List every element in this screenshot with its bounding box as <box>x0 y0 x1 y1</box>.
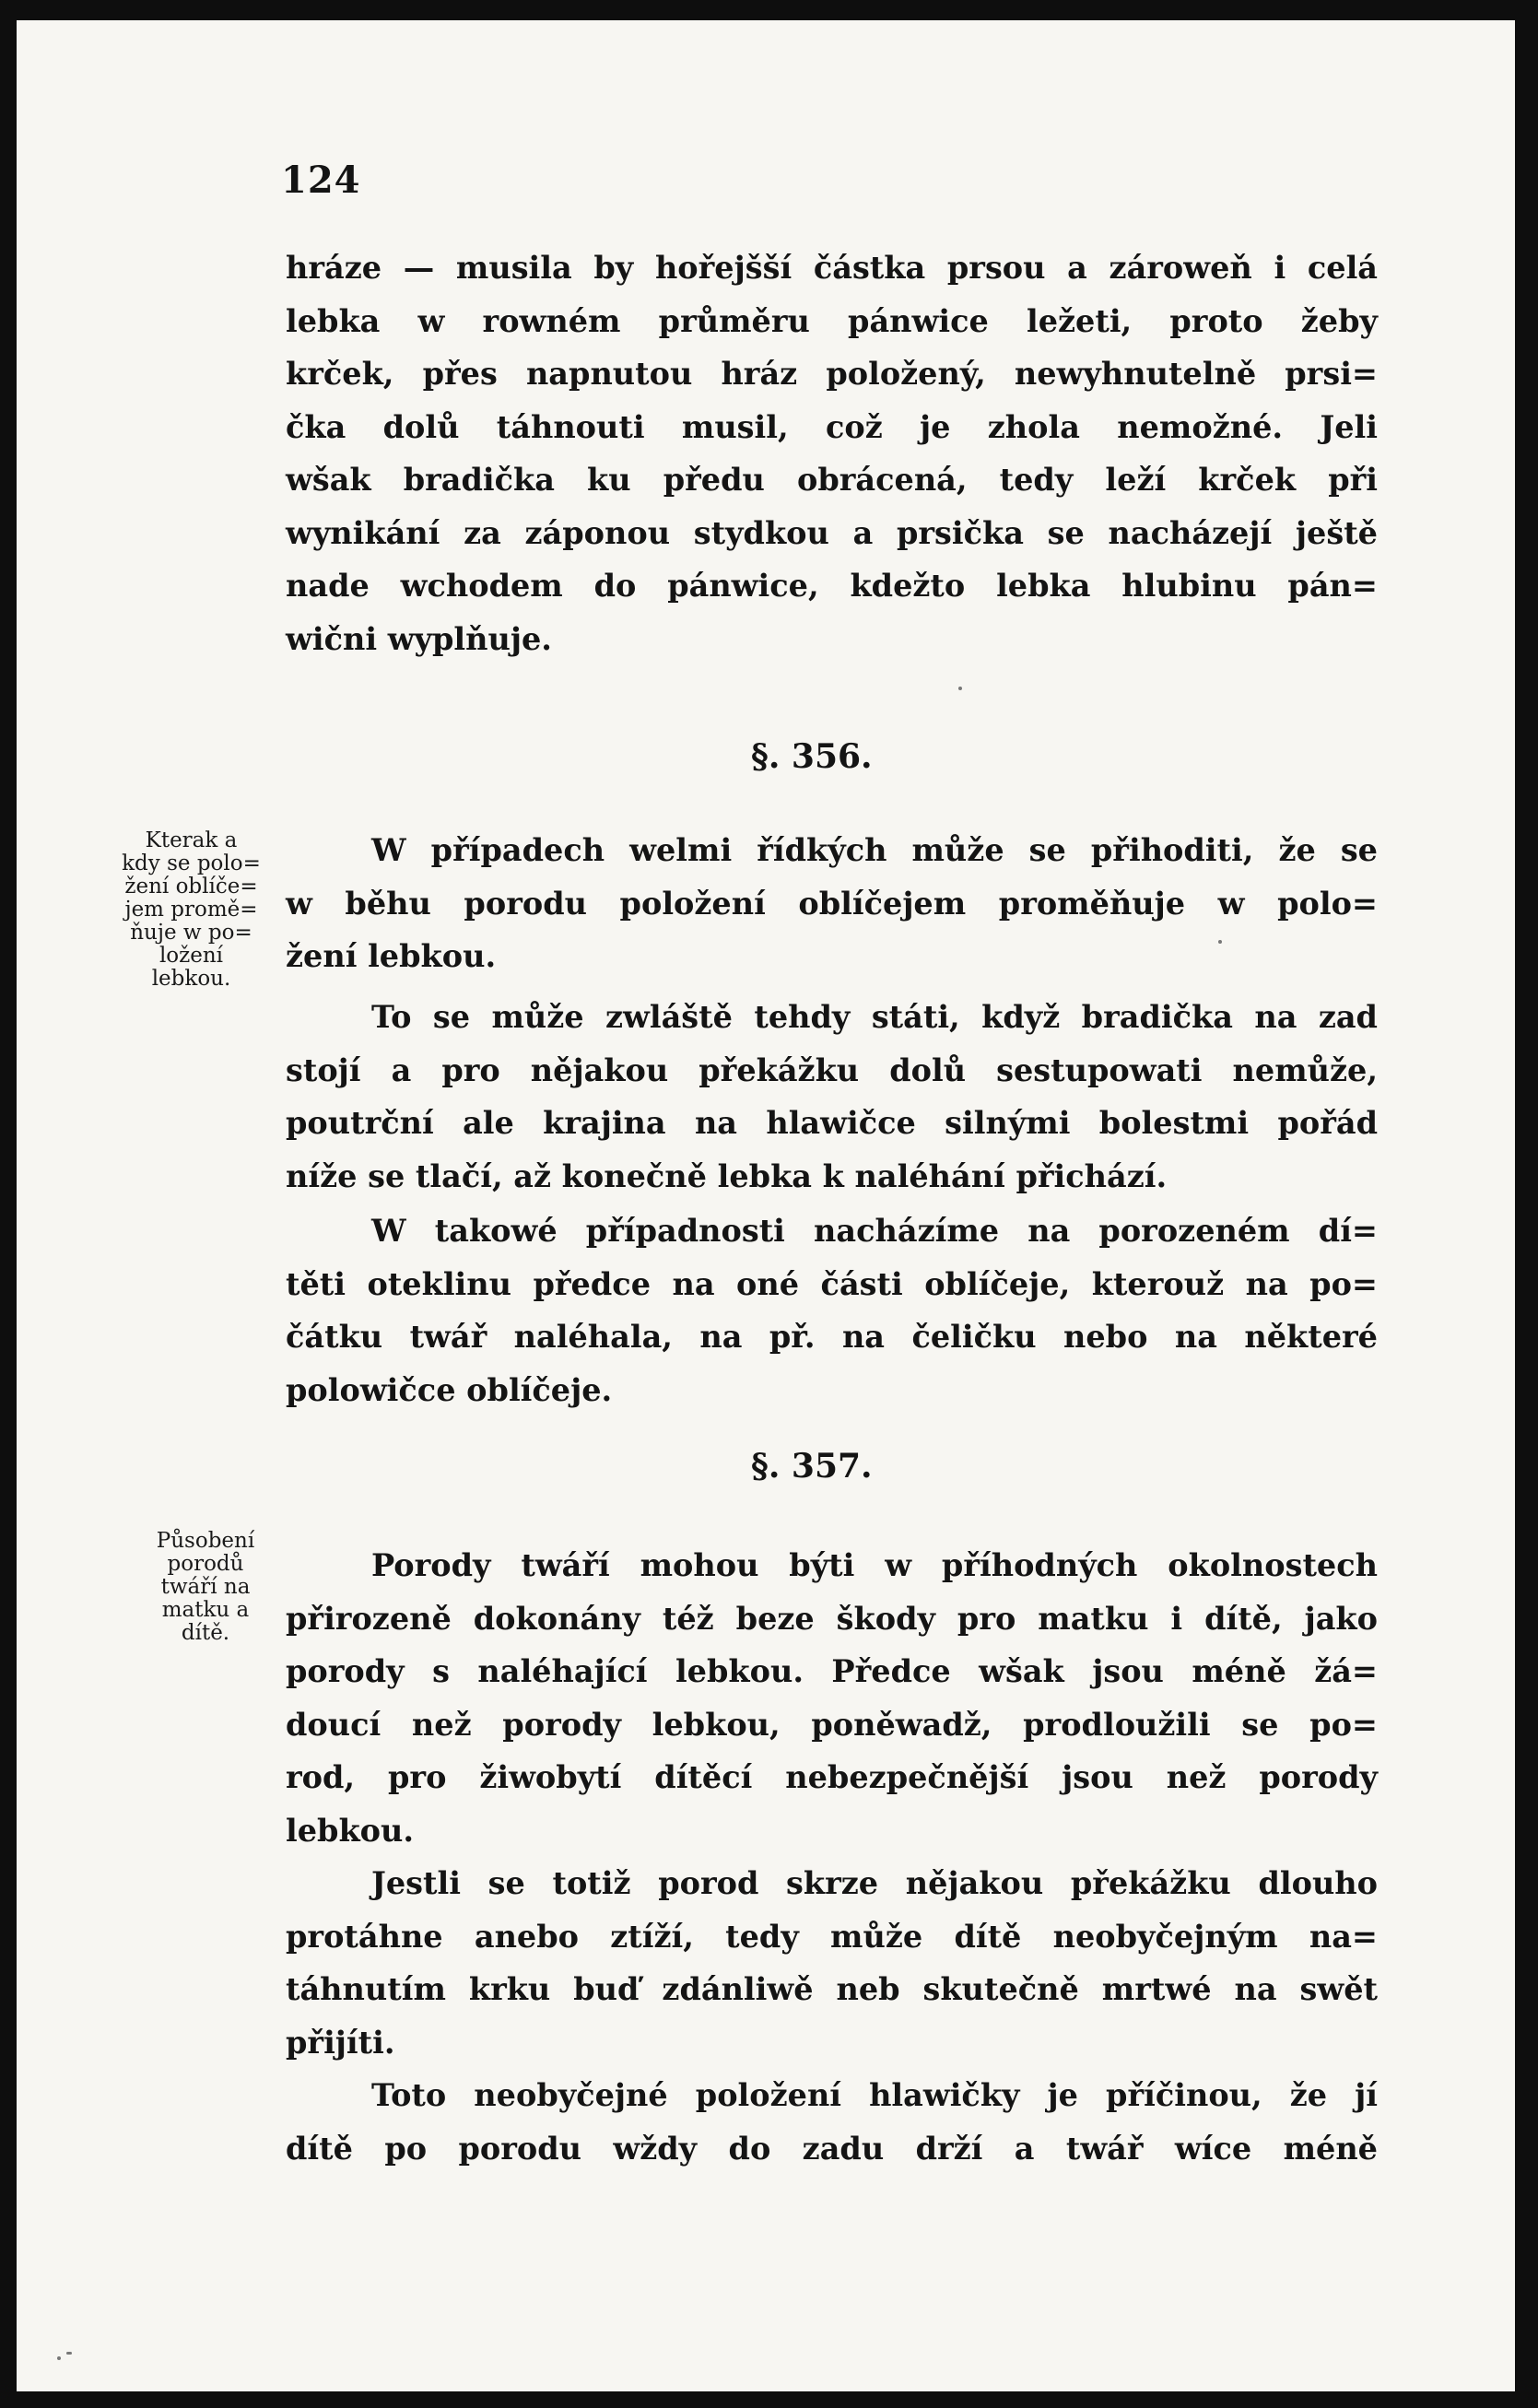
text-line: W takowé případnosti nacházíme na porozeném dí= <box>371 1213 1378 1249</box>
text-line: porody s naléhající lebkou. Předce wšak jsou méně žá= <box>286 1653 1378 1689</box>
section-356-paragraph-3 <box>286 1204 1378 1416</box>
text-line: poutrční ale krajina na hlawičce silnými bolestmi pořád <box>286 1105 1378 1141</box>
side-note-line: porodů <box>167 1552 244 1576</box>
side-note-356 <box>111 829 272 991</box>
text-line: táhnutím krku buď zdánliwě neb skutečně mrtwé na swět <box>286 1971 1378 2007</box>
side-note-line: jem promě= <box>124 898 258 922</box>
top-paragraph <box>286 241 1378 665</box>
text-line: lebka w rowném průměru pánwice ležeti, proto žeby <box>286 302 1378 339</box>
scan-speck <box>57 2356 61 2360</box>
section-357-paragraph-3 <box>286 2069 1378 2175</box>
side-note-357 <box>127 1530 284 1645</box>
text-line: lebkou. <box>286 1812 415 1849</box>
text-line: přirozeně dokonány též beze škody pro matku i dítě, jako <box>286 1600 1378 1637</box>
text-line: hráze — musila by hořejšší částka prsou a zároweň i celá <box>286 250 1378 286</box>
text-line: přijíti. <box>286 2024 395 2061</box>
text-line: níže se tlačí, až konečně lebka k naléhání přichází. <box>286 1157 1168 1194</box>
text-line: nade wchodem do pánwice, kdežto lebka hlubinu pán= <box>286 568 1378 604</box>
text-line: doucí než porody lebkou, poněwadž, prodloužili se po= <box>286 1706 1378 1743</box>
scan-speck <box>958 687 962 690</box>
section-heading-357: §. 357. <box>751 1447 873 1486</box>
side-note-line: dítě. <box>181 1621 230 1645</box>
text-line: w běhu porodu položení oblíčejem proměňuje w polo= <box>286 885 1378 922</box>
scan-speck <box>66 2352 72 2355</box>
section-357-paragraph-2 <box>286 1857 1378 2069</box>
text-line: těti oteklinu předce na oné části oblíčeje, kterouž na po= <box>286 1265 1378 1302</box>
text-line: čka dolů táhnouti musil, což je zhola nemožné. Jeli <box>286 408 1378 445</box>
page-number: 124 <box>281 159 361 202</box>
section-heading-356: §. 356. <box>751 737 873 776</box>
side-note-line: žení oblíče= <box>124 875 258 899</box>
text-line: W případech welmi řídkých může se přihoditi, že se <box>371 832 1378 868</box>
side-note-line: lebkou. <box>151 967 231 991</box>
text-line: krček, přes napnutou hráz položený, newyhnutelně prsi= <box>286 356 1378 392</box>
text-line: wšak bradička ku předu obrácená, tedy leží krček při <box>286 462 1378 498</box>
side-note-line: kdy se polo= <box>122 852 261 875</box>
side-note-line: Kterak a <box>145 828 238 852</box>
side-note-line: ňuje w po= <box>130 921 252 945</box>
section-356-paragraph-1 <box>286 824 1378 983</box>
text-line: Toto neobyčejné položení hlawičky je příčinou, že jí <box>371 2077 1378 2113</box>
scan-speck <box>1218 940 1222 944</box>
text-line: polowičce oblíčeje. <box>286 1371 613 1408</box>
text-line: čátku twář naléhala, na př. na čeličku nebo na některé <box>286 1319 1378 1355</box>
text-line: dítě po porodu wždy do zadu drží a twář wíce méně <box>286 2130 1378 2167</box>
text-line: wični wyplňuje. <box>286 620 552 657</box>
text-line: To se může zwláště tehdy státi, když bradička na zad <box>371 999 1378 1035</box>
section-356-paragraph-2 <box>286 991 1378 1203</box>
section-357-paragraph-1 <box>286 1539 1378 1857</box>
text-line: Porody twáří mohou býti w příhodných okolnostech <box>371 1547 1378 1583</box>
side-note-line: twáří na <box>160 1575 251 1599</box>
text-line: Jestli se totiž porod skrze nějakou překážku dlouho <box>371 1865 1378 1901</box>
text-line: rod, pro žiwobytí dítěcí nebezpečnější jsou než porody <box>286 1759 1378 1795</box>
side-note-line: ložení <box>158 944 224 968</box>
text-line: wynikání za záponou stydkou a prsička se nacházejí ještě <box>286 514 1378 551</box>
text-line: protáhne anebo ztíží, tedy může dítě neobyčejným na= <box>286 1918 1378 1955</box>
side-note-line: Působení <box>156 1529 255 1553</box>
text-line: žení lebkou. <box>286 938 497 974</box>
text-line: stojí a pro nějakou překážku dolů sestupowati nemůže, <box>286 1051 1378 1088</box>
side-note-line: matku a <box>161 1598 250 1622</box>
